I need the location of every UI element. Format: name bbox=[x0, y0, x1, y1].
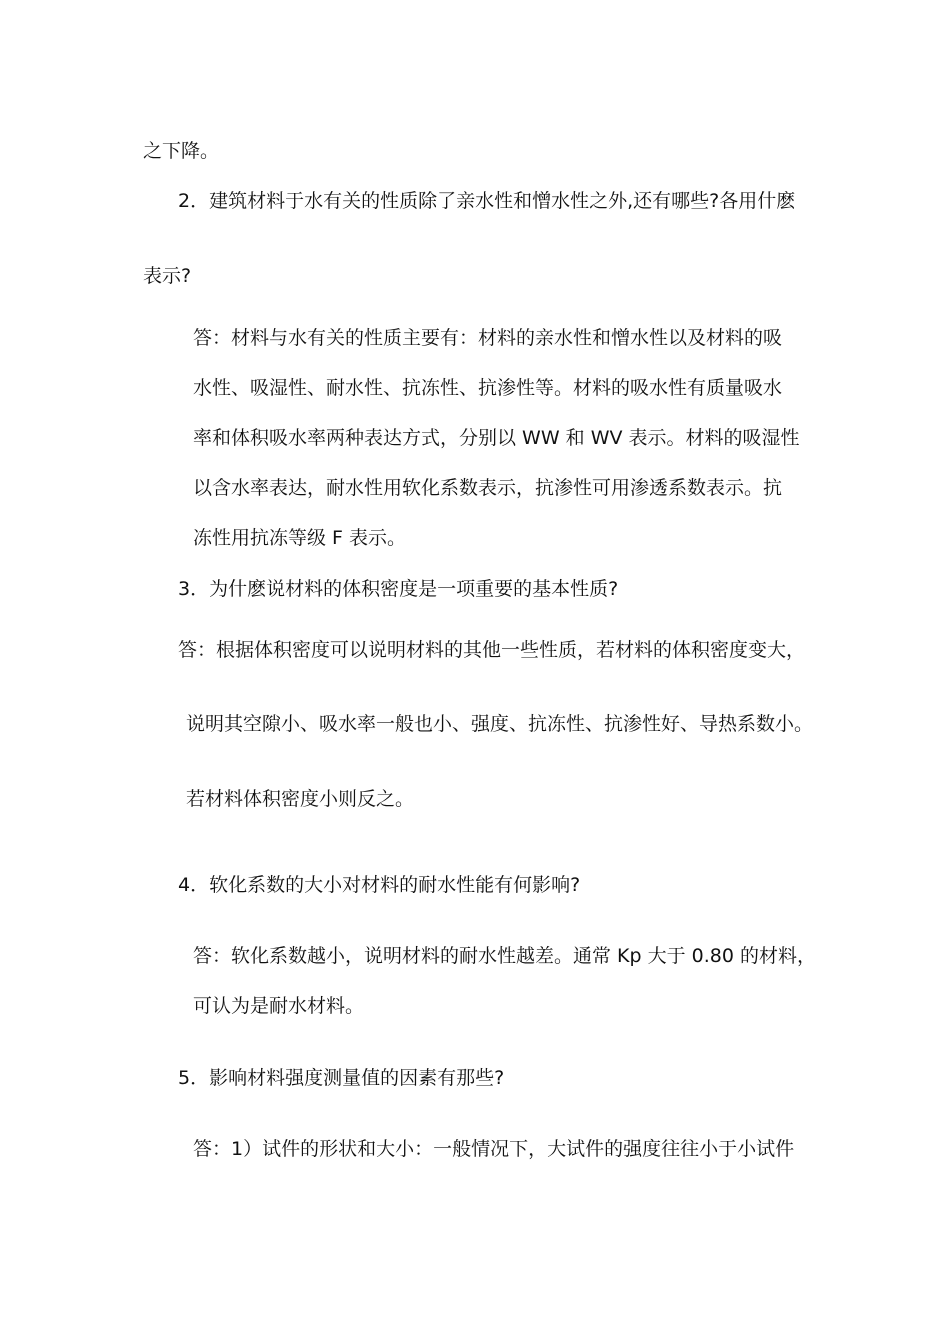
question-5: 5．影响材料强度测量值的因素有那些? bbox=[178, 1067, 505, 1089]
answer-4: 答：软化系数越小，说明材料的耐水性越差。通常 Kp 大于 0.80 的材料， bbox=[193, 945, 816, 967]
text-line: 率和体积吸水率两种表达方式，分别以 WW 和 WV 表示。材料的吸湿性 bbox=[193, 427, 800, 449]
text-line: 表示? bbox=[143, 265, 192, 287]
text-line: 冻性用抗冻等级 F 表示。 bbox=[193, 527, 407, 549]
answer-2: 答：材料与水有关的性质主要有：材料的亲水性和憎水性以及材料的吸 bbox=[193, 327, 783, 349]
question-4: 4．软化系数的大小对材料的耐水性能有何影响? bbox=[178, 874, 581, 896]
text-line: 之下降。 bbox=[143, 140, 220, 162]
question-2: 2．建筑材料于水有关的性质除了亲水性和憎水性之外,还有哪些?各用什麽 bbox=[178, 190, 796, 212]
answer-3: 答：根据体积密度可以说明材料的其他一些性质，若材料的体积密度变大， bbox=[178, 639, 806, 661]
text-line: 若材料体积密度小则反之。 bbox=[186, 788, 415, 810]
text-line: 以含水率表达，耐水性用软化系数表示，抗渗性可用渗透系数表示。抗 bbox=[193, 477, 783, 499]
text-line: 水性、吸湿性、耐水性、抗冻性、抗渗性等。材料的吸水性有质量吸水 bbox=[193, 377, 783, 399]
text-line: 说明其空隙小、吸水率一般也小、强度、抗冻性、抗渗性好、导热系数小。 bbox=[186, 713, 814, 735]
question-3: 3．为什麽说材料的体积密度是一项重要的基本性质? bbox=[178, 578, 619, 600]
text-line: 可认为是耐水材料。 bbox=[193, 995, 365, 1017]
answer-5: 答：1）试件的形状和大小：一般情况下，大试件的强度往往小于小试件 bbox=[193, 1138, 795, 1160]
